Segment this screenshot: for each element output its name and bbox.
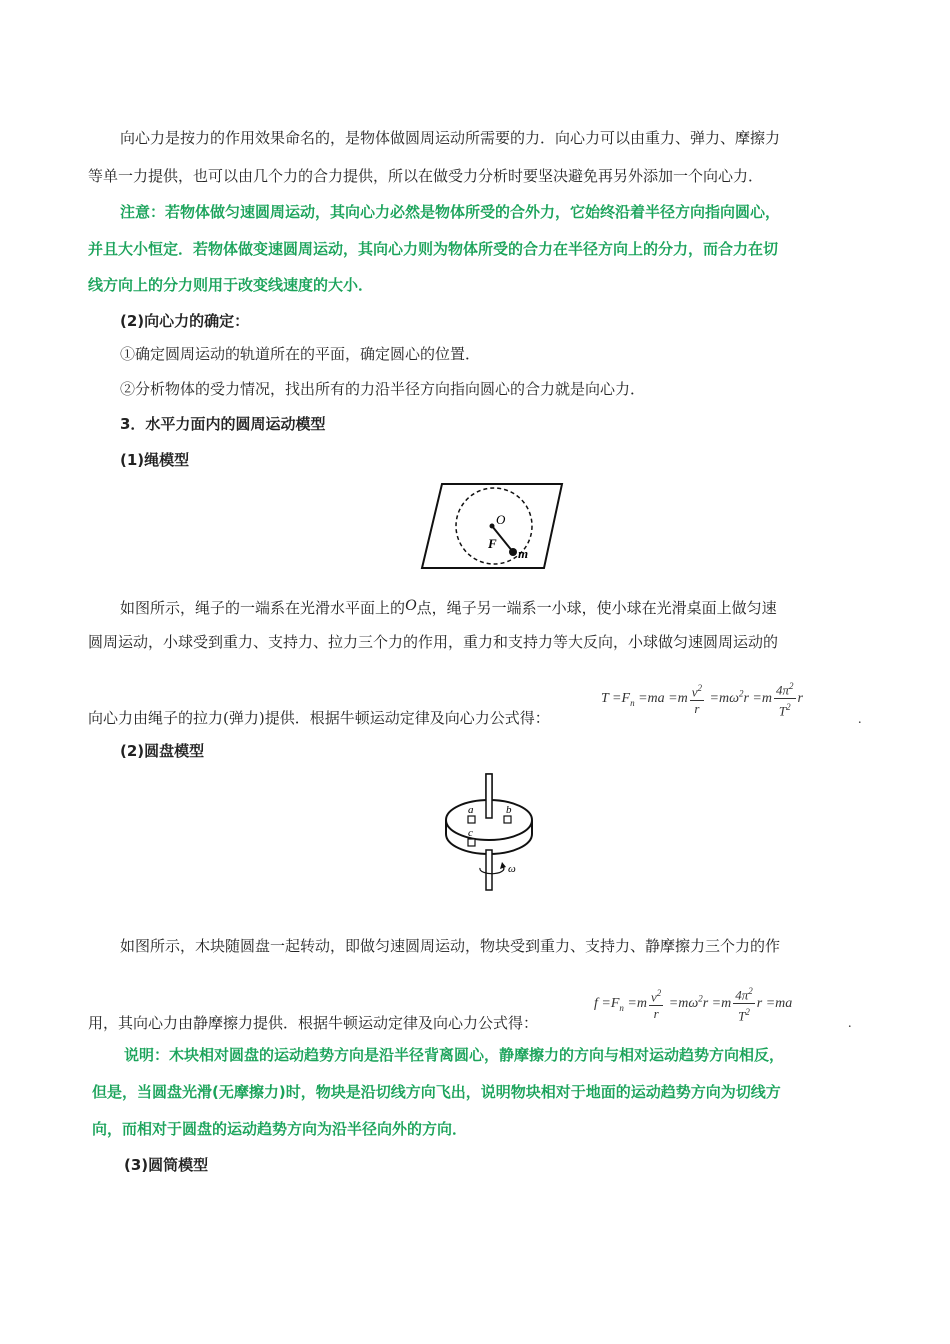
label-a: a <box>468 804 474 816</box>
text-span: 点，绳子另一端系一小球，使小球在光滑桌面上做匀速 <box>416 599 777 617</box>
f2-sub-n: n <box>619 1002 624 1013</box>
subheading-disk: (2)圆盘模型 <box>120 742 205 760</box>
block-a <box>468 816 475 823</box>
f1-eq: = <box>752 691 762 707</box>
label-b: b <box>506 804 512 816</box>
f1-F: F <box>621 691 631 707</box>
f2-eq: = <box>711 996 722 1012</box>
f2-sq: 2 <box>656 988 662 999</box>
f1-frac-4pi2-T2 <box>774 678 796 720</box>
label-c: c <box>468 827 473 839</box>
f1-eq: = <box>668 691 678 707</box>
step-1: ①确定圆周运动的轨道所在的平面，确定圆心的位置． <box>120 345 481 363</box>
section-heading-3: 3．水平力面内的圆周运动模型 <box>120 415 326 433</box>
f1-sq: 2 <box>789 681 794 691</box>
f1-T: T <box>601 691 609 707</box>
note-line: 但是，当圆盘光滑(无摩擦力)时，物块是沿切线方向飞出，说明物块相对于地面的运动趋势方向为切线方 <box>92 1083 781 1101</box>
f1-sq: 2 <box>697 683 702 694</box>
f2-eq: = <box>627 996 637 1012</box>
f1-sq: 2 <box>738 688 744 699</box>
f2-f: f <box>594 996 598 1012</box>
step-2: ②分析物体的受力情况，找出所有的力沿半径方向指向圆心的合力就是向心力． <box>120 380 646 398</box>
paragraph-line: 向心力由绳子的拉力(弹力)提供．根据牛顿运动定律及向心力公式得： <box>88 709 550 727</box>
center-point <box>490 524 495 529</box>
label-omega: ω <box>508 863 516 875</box>
f1-period: . <box>858 712 862 727</box>
note-line: 并且大小恒定．若物体做变速圆周运动，其向心力则为物体所受的合力在半径方向上的分力，而合力在切 <box>88 240 779 258</box>
centripetal-formula-disk <box>594 983 792 1025</box>
paragraph-line <box>120 596 777 618</box>
f2-sq: 2 <box>748 986 753 996</box>
f2-r: r <box>653 1006 659 1022</box>
f2-r: r <box>702 996 709 1012</box>
f1-m: m <box>761 691 772 707</box>
f2-period: . <box>848 1016 852 1031</box>
disk-model-figure <box>440 770 544 894</box>
ball <box>509 548 517 556</box>
f1-eq: = <box>709 691 719 707</box>
axle-bottom <box>486 850 492 890</box>
f2-frac-v2-r <box>649 985 663 1022</box>
f1-r: r <box>694 701 700 717</box>
f1-frac-v2-r <box>690 680 704 717</box>
f2-sq: 2 <box>698 993 703 1004</box>
paragraph-line: 如图所示，木块随圆盘一起转动，即做匀速圆周运动，物块受到重力、支持力、静摩擦力三个力的作 <box>120 937 781 955</box>
label-m: m <box>518 546 529 561</box>
f2-T: T <box>738 1008 746 1024</box>
rope-model-figure <box>418 482 566 572</box>
label-O: O <box>496 512 506 527</box>
note-line: 注意：若物体做匀速圆周运动，其向心力必然是物体所受的合外力，它始终沿着半径方向指向圆心， <box>120 203 781 221</box>
point-O: O <box>405 597 417 614</box>
label-F: F <box>488 536 497 551</box>
f2-momega: mω <box>678 996 699 1012</box>
f1-ma: ma <box>647 691 665 707</box>
f2-frac-4pi2-T2 <box>733 983 755 1025</box>
f2-F: F <box>610 996 620 1012</box>
f1-r: r <box>797 691 803 707</box>
paragraph-line: 等单一力提供，也可以由几个力的合力提供，所以在做受力分析时要坚决避免再另外添加一个向心力． <box>88 167 764 185</box>
f2-ma: ma <box>775 996 793 1012</box>
paragraph-line: 向心力是按力的作用效果命名的，是物体做圆周运动所需要的力．向心力可以由重力、弹力、摩擦力 <box>120 129 781 147</box>
f1-momega: mω <box>718 691 739 707</box>
note-line: 线方向上的分力则用于改变线速度的大小． <box>88 276 374 294</box>
f2-4pi: 4π <box>735 987 749 1003</box>
f2-v: v <box>650 989 657 1005</box>
f1-eq: = <box>612 691 622 707</box>
f1-sub-n: n <box>630 697 635 708</box>
block-b <box>504 816 511 823</box>
f2-m: m <box>721 996 732 1012</box>
axle-on-disk <box>486 774 492 818</box>
f1-eq: = <box>638 691 648 707</box>
f2-eq: = <box>765 996 776 1012</box>
subheading-cylinder: (3)圆筒模型 <box>124 1156 209 1174</box>
subheading-determine: (2)向心力的确定： <box>120 312 250 330</box>
f2-eq: = <box>601 996 611 1012</box>
block-c <box>468 839 475 846</box>
f1-v: v <box>691 684 698 700</box>
f1-m: m <box>677 691 688 707</box>
note-line: 说明：木块相对圆盘的运动趋势方向是沿半径背离圆心，静摩擦力的方向与相对运动趋势方向相反， <box>124 1046 785 1064</box>
f2-eq: = <box>668 996 679 1012</box>
f1-4pi: 4π <box>775 682 789 698</box>
f2-m: m <box>636 996 647 1012</box>
paragraph-line: 圆周运动，小球受到重力、支持力、拉力三个力的作用，重力和支持力等大反向，小球做匀速圆周运动的 <box>88 633 779 651</box>
f2-sq: 2 <box>745 1007 750 1018</box>
text-span: 如图所示，绳子的一端系在光滑水平面上的 <box>120 599 406 617</box>
f2-r: r <box>756 996 763 1012</box>
paragraph-line: 用，其向心力由静摩擦力提供．根据牛顿运动定律及向心力公式得： <box>88 1014 539 1032</box>
f1-sq: 2 <box>786 702 791 713</box>
f1-T: T <box>778 703 787 719</box>
centripetal-formula-rope <box>601 678 803 720</box>
subheading-rope: (1)绳模型 <box>120 451 190 469</box>
note-line: 向，而相对于圆盘的运动趋势方向为沿半径向外的方向． <box>92 1120 468 1138</box>
rotation-arrowhead <box>500 862 506 869</box>
f1-r: r <box>743 691 749 707</box>
